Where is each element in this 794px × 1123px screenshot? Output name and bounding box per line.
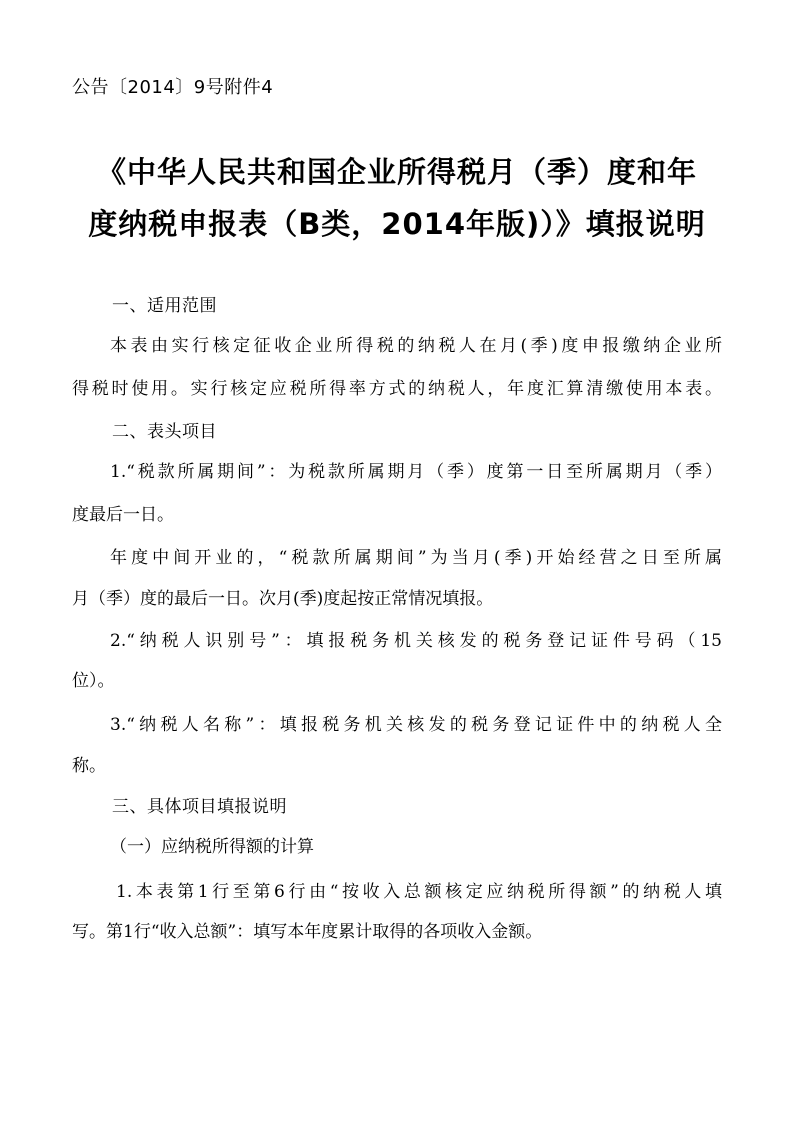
section-heading-item-instructions: 三、具体项目填报说明 (112, 797, 287, 817)
paragraph-line: 得税时使用。实行核定应税所得率方式的纳税人，年度汇算清缴使用本表。 (72, 379, 722, 399)
paragraph-line: 年度中间开业的，“税款所属期间”为当月(季)开始经营之日至所属 (110, 548, 722, 568)
paragraph-line: 1.本表第1行至第6行由“按收入总额核定应纳税所得额”的纳税人填 (116, 882, 722, 902)
paragraph-line: 称。 (72, 756, 106, 776)
section-heading-scope: 一、适用范围 (112, 296, 217, 316)
document-title-line-1: 《中华人民共和国企业所得税月（季）度和年 (96, 155, 697, 189)
announcement-reference: 公告〔2014〕9号附件4 (72, 77, 274, 98)
paragraph-line: 2.“纳税人识别号”：填报税务机关核发的税务登记证件号码（15 (110, 631, 722, 651)
paragraph-line: 位）。 (72, 671, 115, 691)
section-heading-header-items: 二、表头项目 (112, 422, 217, 442)
paragraph-line: 度最后一日。 (72, 505, 174, 525)
paragraph-line: 月（季）度的最后一日。次月(季)度起按正常情况填报。 (72, 589, 494, 609)
paragraph-line: 1.“税款所属期间”：为税款所属期月（季）度第一日至所属期月（季） (110, 462, 722, 482)
document-title-line-2: 度纳税申报表（B类，2014年版)）》填报说明 (88, 207, 706, 241)
subsection-heading-taxable-income: （一）应纳税所得额的计算 (110, 837, 314, 857)
paragraph-line: 本表由实行核定征收企业所得税的纳税人在月(季)度申报缴纳企业所 (110, 336, 722, 356)
paragraph-line: 写。第1行“收入总额”：填写本年度累计取得的各项收入金额。 (72, 922, 543, 942)
paragraph-line: 3.“纳税人名称”：填报税务机关核发的税务登记证件中的纳税人全 (110, 715, 722, 735)
